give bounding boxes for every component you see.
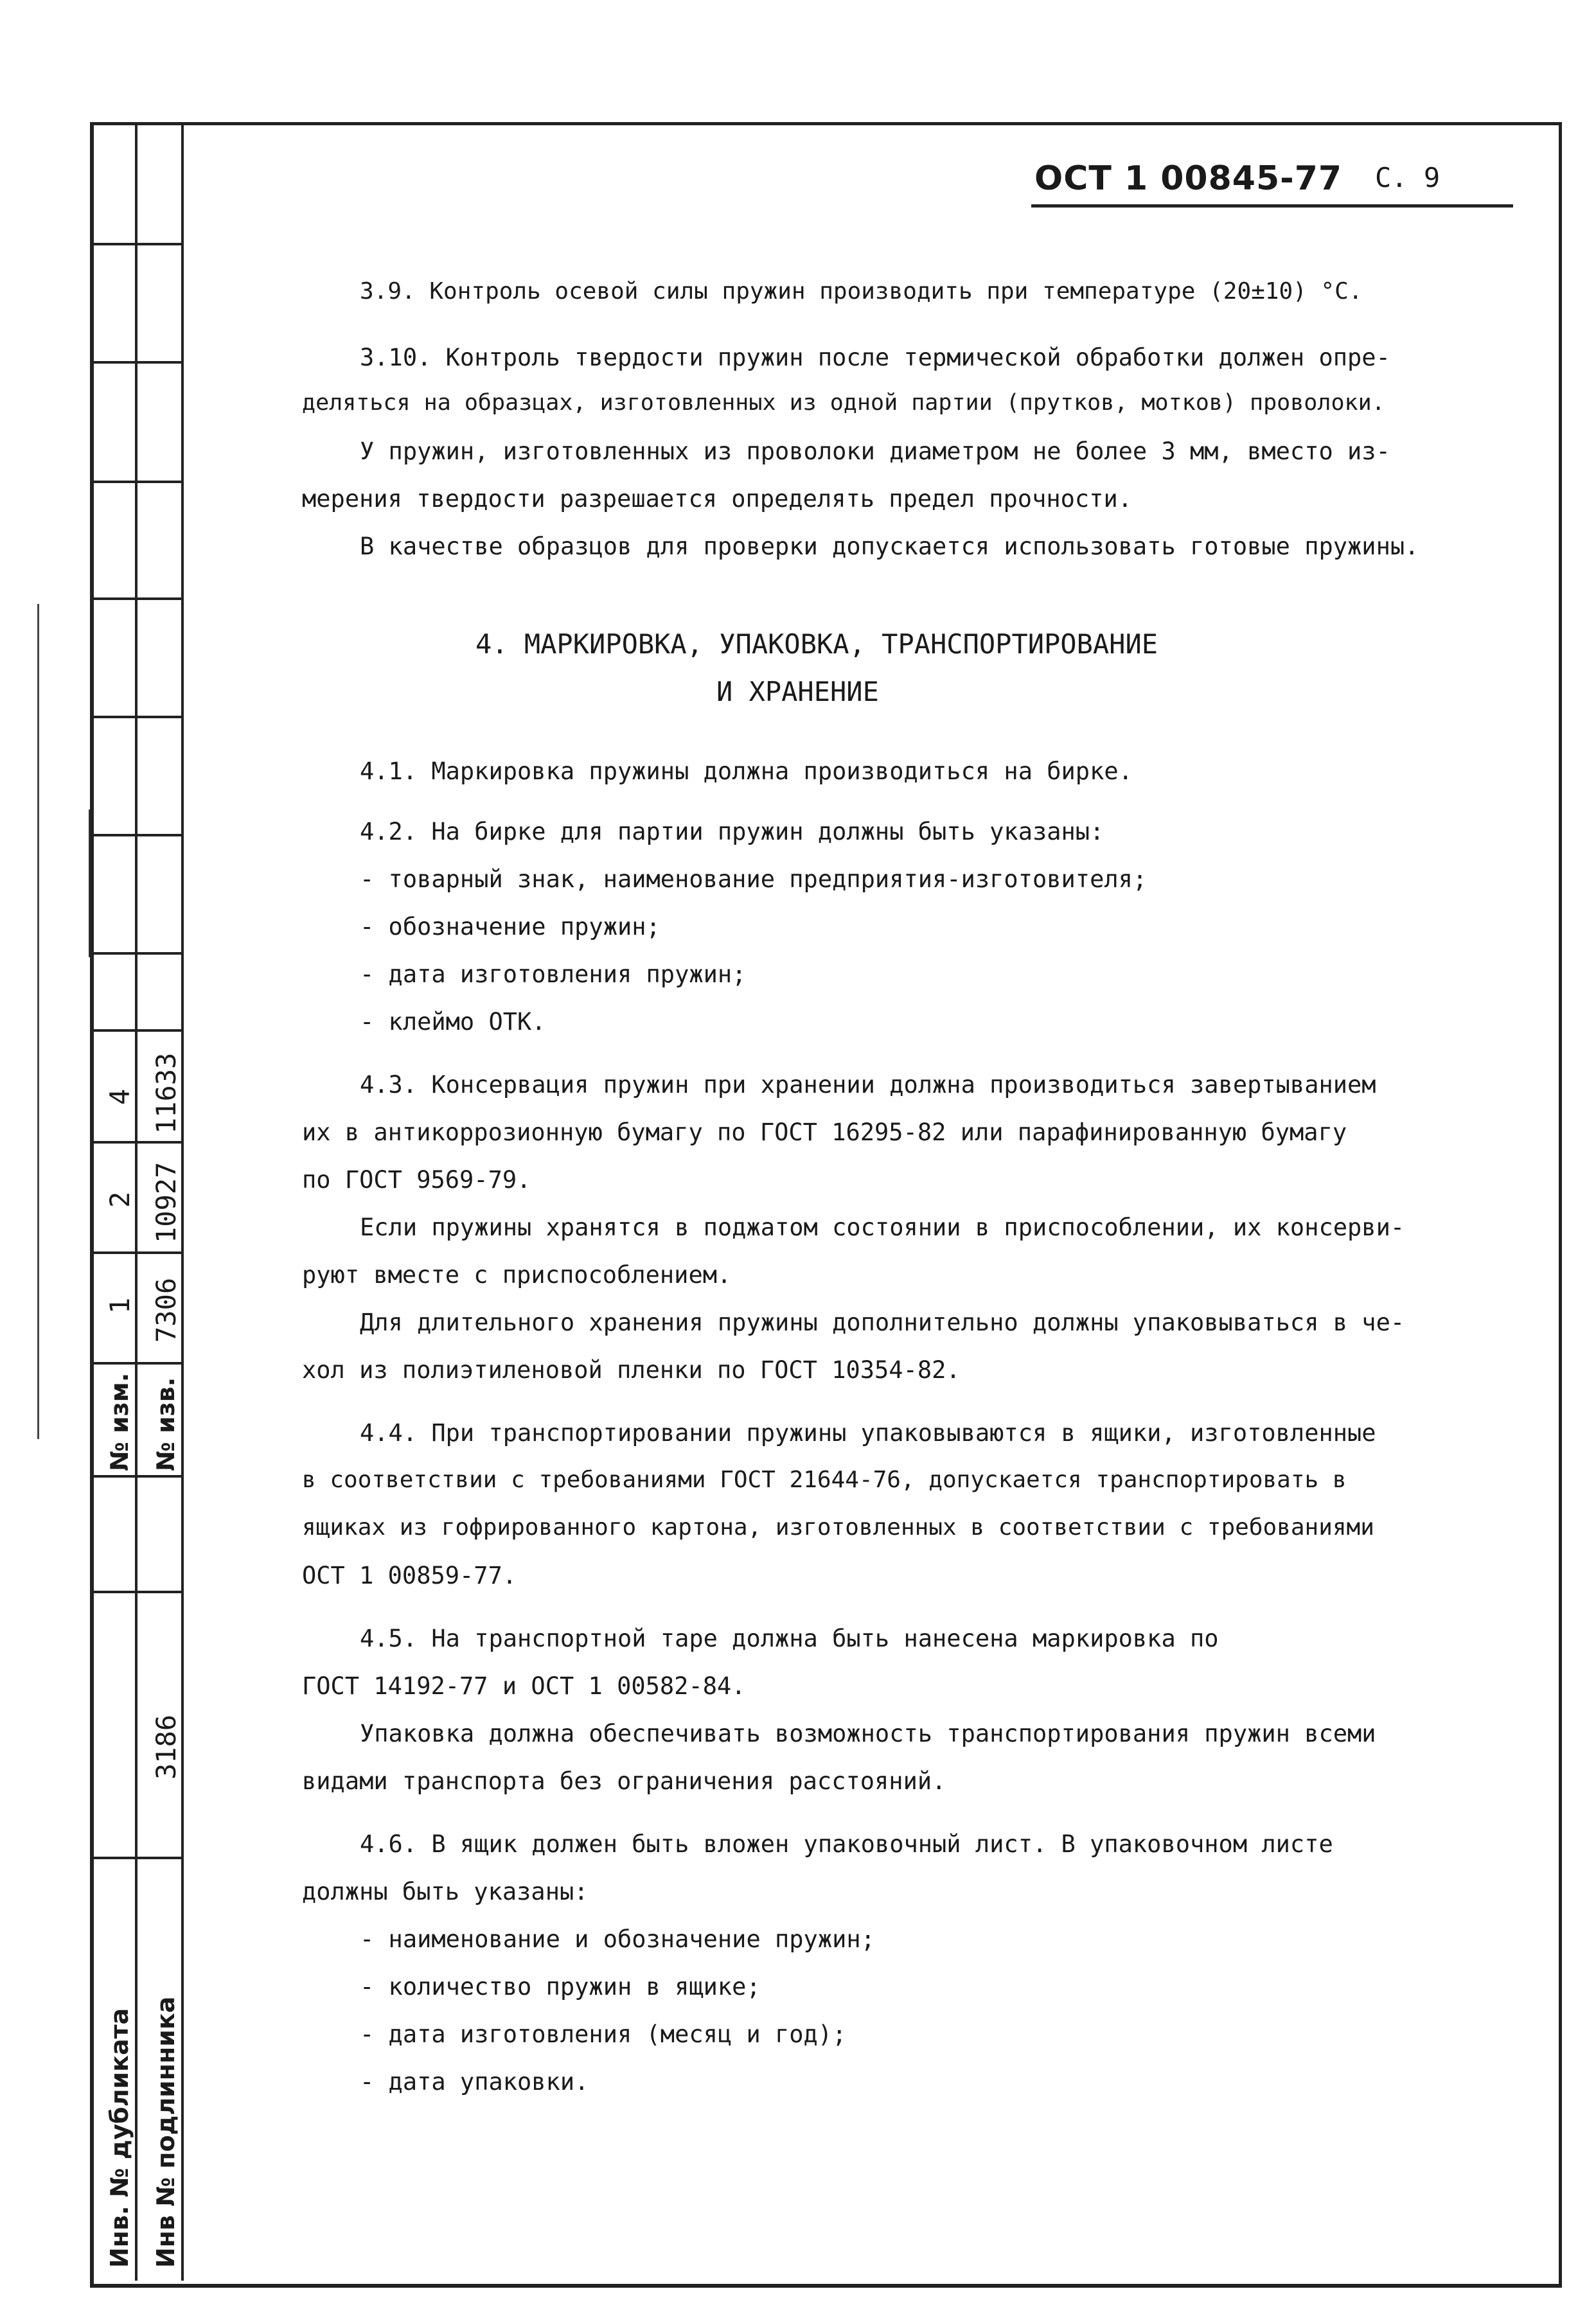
header-underline (1031, 204, 1513, 208)
paragraph-line: В качестве образцов для проверки допускается использовать готовые пружины. (360, 533, 1419, 560)
paragraph-line: 4.5. На транспортной таре должна быть нанесена маркировка по (360, 1625, 1219, 1652)
paragraph-line: 4.3. Консервация пружин при хранении должна производиться завертыванием (360, 1071, 1376, 1099)
list-item: - товарный знак, наименование предприятия-изготовителя; (360, 865, 1148, 893)
izv-entry: 10927 (150, 1162, 182, 1243)
paragraph-line: видами транспорта без ограничения расстояний. (302, 1767, 946, 1795)
izm-entry: 2 (104, 1191, 136, 1208)
paragraph-line: ОСТ 1 00859-77. (302, 1562, 517, 1589)
izm-entry: 1 (104, 1297, 136, 1314)
paragraph-line: в соответствии с требованиями ГОСТ 21644-76, допускается транспортировать в (302, 1467, 1347, 1493)
paragraph-line: руют вместе с приспособлением. (302, 1261, 732, 1289)
paragraph-line: ящиках из гофрированного картона, изготовленных в соответствии с требованиями (302, 1514, 1374, 1541)
paragraph-line: 4.6. В ящик должен быть вложен упаковочный лист. В упаковочном листе (360, 1830, 1333, 1858)
list-item: - обозначение пружин; (360, 913, 661, 941)
paragraph-line: мерения твердости разрешается определять предел прочности. (302, 485, 1133, 513)
paragraph-line: по ГОСТ 9569-79. (302, 1166, 531, 1194)
list-item: - клеймо ОТК. (360, 1008, 546, 1036)
izv-label: № изв. (152, 1377, 180, 1471)
list-item: - дата изготовления пружин; (360, 960, 747, 988)
paragraph-line: их в антикоррозионную бумагу по ГОСТ 16295-82 или парафинированную бумагу (302, 1118, 1347, 1146)
paragraph-line: хол из полиэтиленовой пленки по ГОСТ 10354-82. (302, 1356, 961, 1384)
document-code: ОСТ 1 00845-77 (1034, 159, 1343, 198)
paragraph-line: Если пружины хранятся в поджатом состоянии в приспособлении, их консерви- (360, 1214, 1405, 1241)
inv-dup-label: Инв. № дубликата (105, 2008, 134, 2268)
paragraph-line: должны быть указаны: (302, 1878, 589, 1905)
paragraph-line: 4.4. При транспортировании пружины упаковываются в ящики, изготовленные (360, 1419, 1376, 1447)
izv-entry: 11633 (150, 1052, 182, 1134)
list-item: - дата изготовления (месяц и год); (360, 2020, 847, 2048)
paragraph-line: 3.9. Контроль осевой силы пружин производить при температуре (20±10) °С. (360, 278, 1363, 305)
section-heading: И ХРАНЕНИЕ (716, 676, 879, 707)
paragraph-line: Для длительного хранения пружины дополнительно должны упаковываться в че- (360, 1309, 1405, 1336)
paragraph-line: 3.10. Контроль твердости пружин после термической обработки должен опре- (360, 344, 1390, 371)
paragraph-line: ГОСТ 14192-77 и ОСТ 1 00582-84. (302, 1672, 746, 1700)
paragraph-line: Упаковка должна обеспечивать возможность транспортирования пружин всеми (360, 1720, 1376, 1747)
paragraph-line: 4.2. На бирке для партии пружин должны быть указаны: (360, 818, 1104, 845)
scan-mark (37, 604, 39, 1439)
list-item: - дата упаковки. (360, 2068, 589, 2096)
page-number: С. 9 (1375, 162, 1441, 193)
list-item: - количество пружин в ящике; (360, 1973, 761, 2001)
paragraph-line: У пружин, изготовленных из проволоки диаметром не более 3 мм, вместо из- (360, 438, 1390, 465)
paragraph-line: деляться на образцах, изготовленных из одной партии (прутков, мотков) проволоки. (302, 390, 1385, 416)
izm-label: № изм. (105, 1372, 134, 1471)
izm-entry: 4 (104, 1088, 136, 1105)
inv-orig-label: Инв № подлинника (152, 1996, 180, 2268)
section-heading: 4. МАРКИРОВКА, УПАКОВКА, ТРАНСПОРТИРОВАНИЕ (475, 628, 1158, 660)
list-item: - наименование и обозначение пружин; (360, 1925, 875, 1953)
izv-entry: 7306 (150, 1277, 182, 1343)
inv-orig-value: 3186 (150, 1714, 182, 1780)
paragraph-line: 4.1. Маркировка пружины должна производиться на бирке. (360, 757, 1133, 785)
